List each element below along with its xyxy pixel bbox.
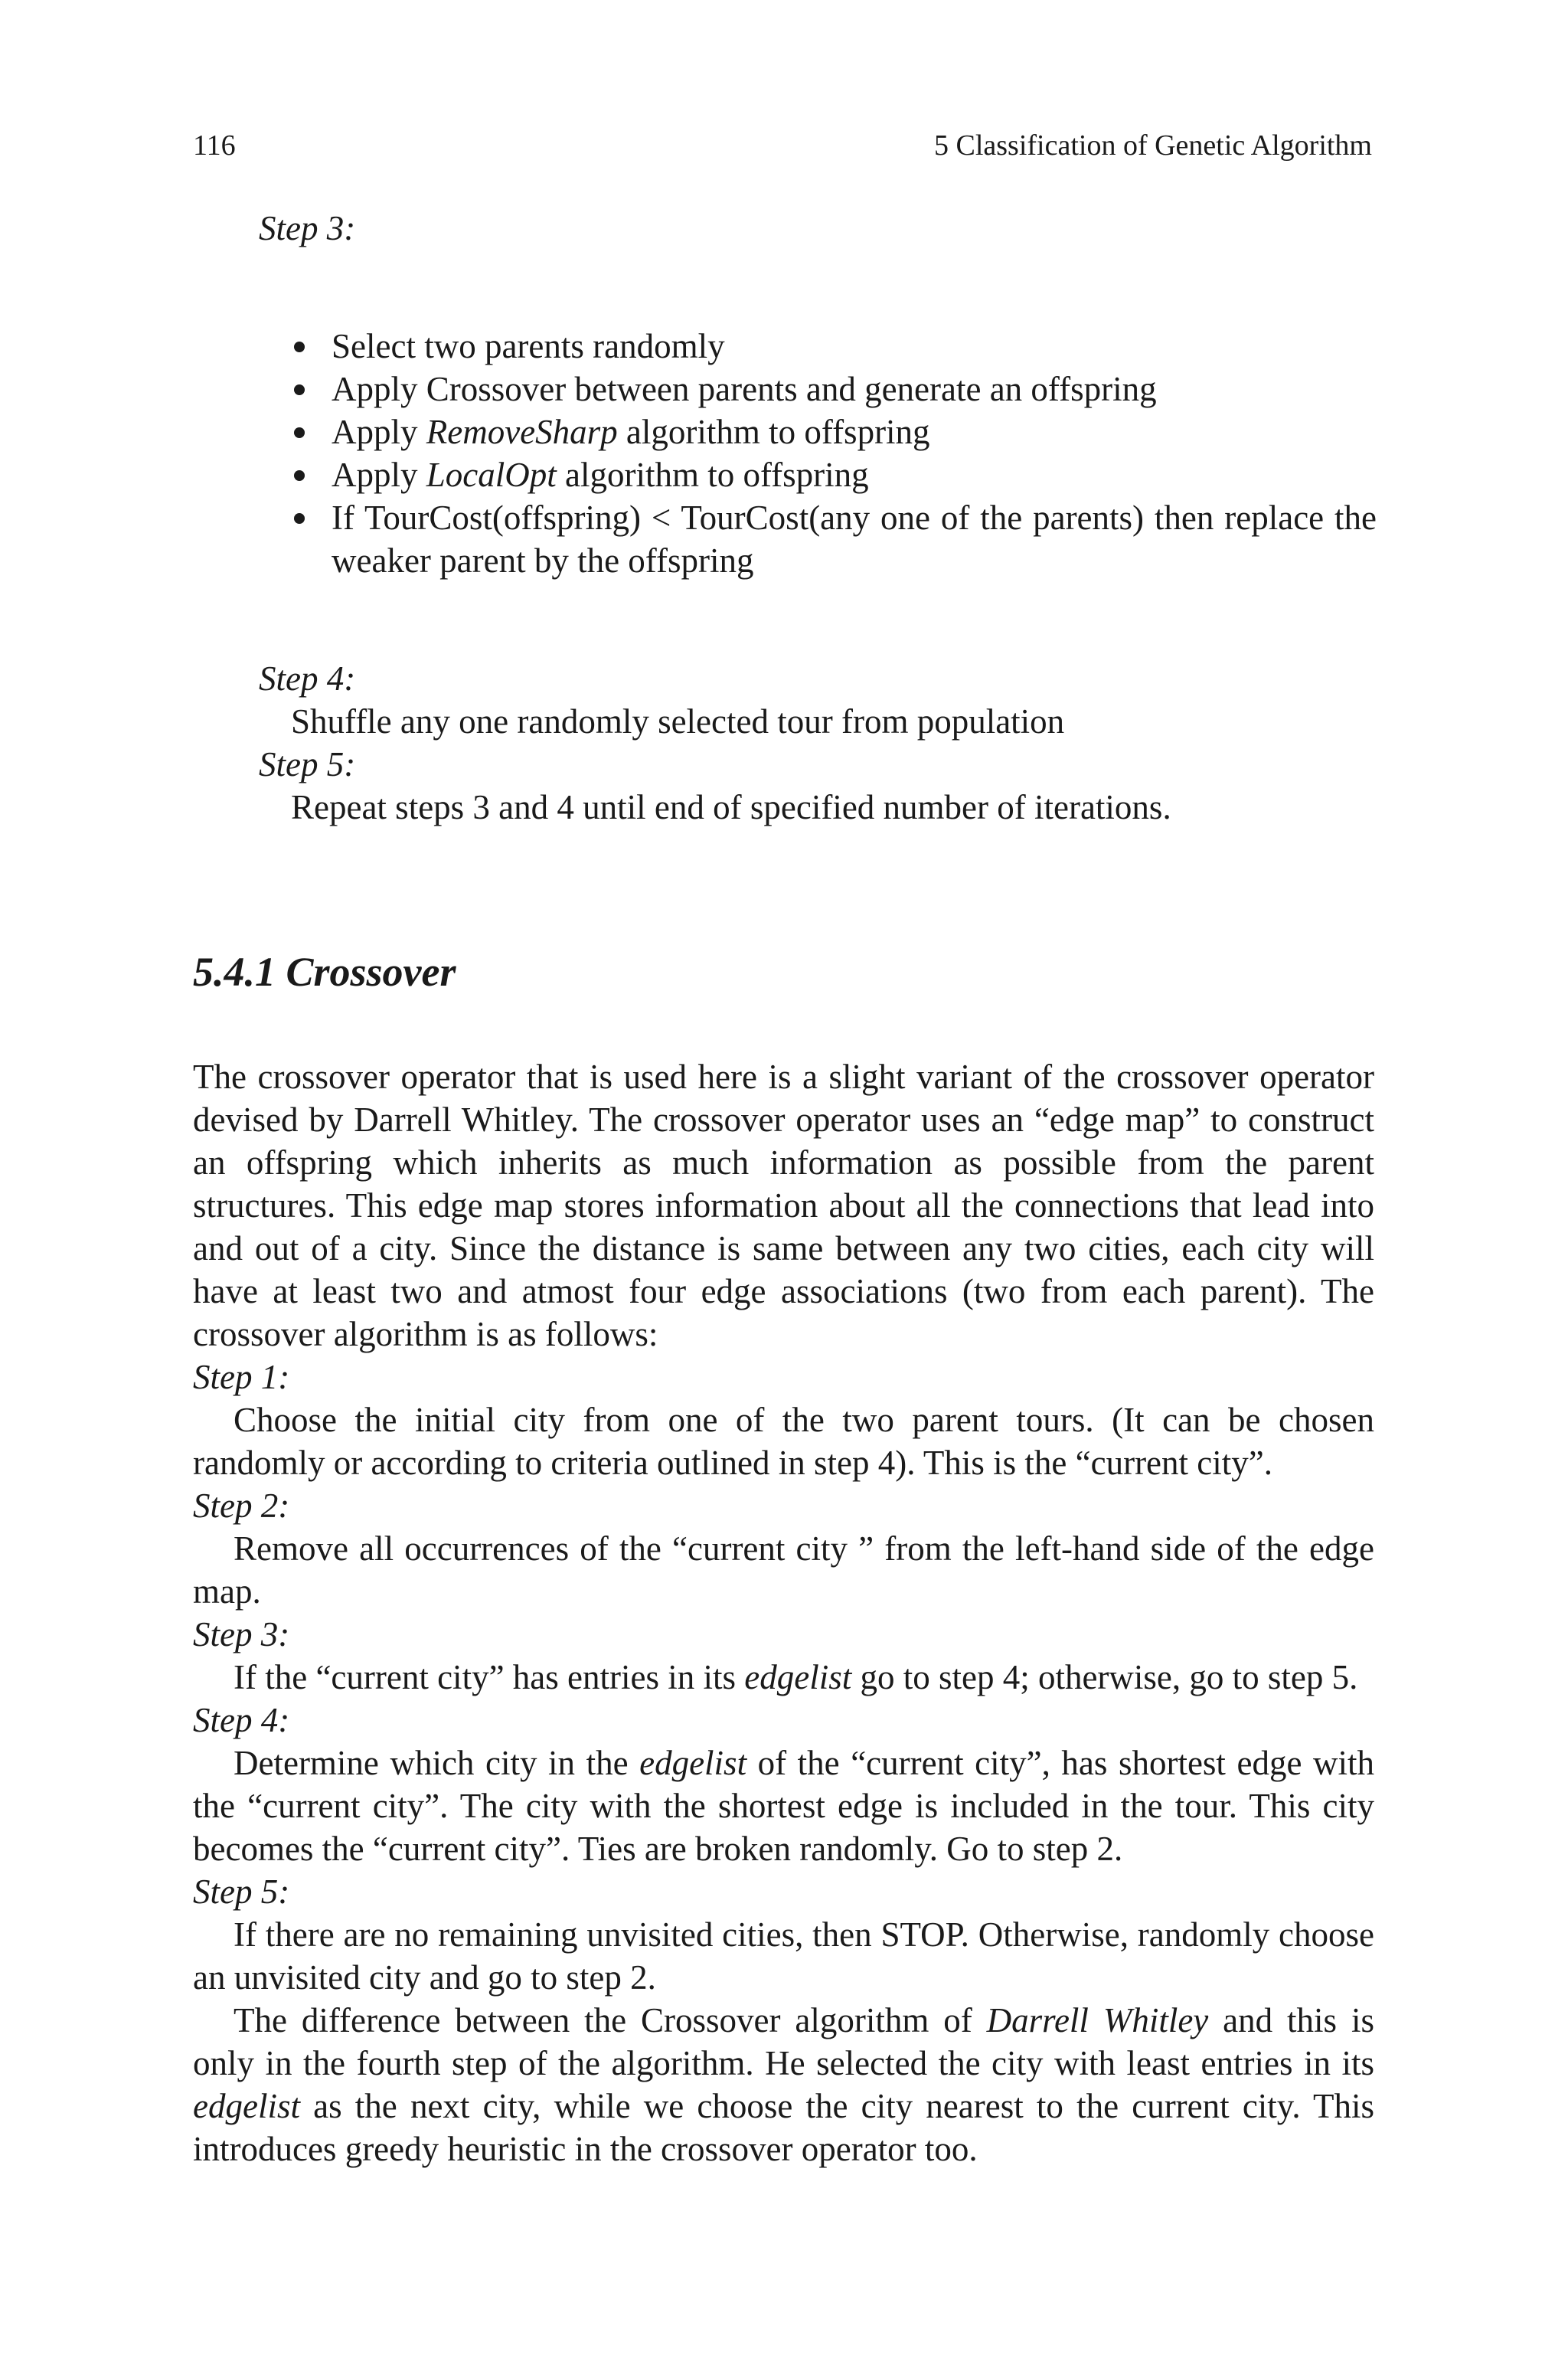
edgelist-term: edgelist [744,1658,852,1696]
step4-label: Step 4: [193,1701,290,1739]
step5-text: If there are no remaining unvisited cities, then STOP. Otherwise, randomly choose an unvisited city and go to step 2. [193,1915,1374,1997]
page-number: 116 [193,129,236,162]
bullet-item: Select two parents randomly [287,325,1377,368]
bullet-item: Apply RemoveSharp algorithm to offspring [287,410,1377,453]
step5-text: Repeat steps 3 and 4 until end of specified number of iterations. [291,788,1171,826]
body-text [193,1055,1374,2170]
step1-label: Step 1: [193,1358,290,1396]
bullet-item: Apply Crossover between parents and generate an offspring [287,368,1377,410]
bullet-item: If TourCost(offspring) < TourCost(any one of the parents) then replace the weaker parent by the offspring [287,496,1377,582]
running-header: 5 Classification of Genetic Algorithm [933,129,1372,162]
intro-paragraph: The crossover operator that is used here is a slight variant of the crossover operator devised by Darrell Whitley. The crossover operator uses an “edge map” to construct an offspring which inherits as much information as possible from the parent structures. This edge map stores information about all the connections that lead into and out of a city. Since the distance is same between any two cities, each city will have at least two and atmost four edge associations (two from each parent). The crossover algorithm is as follows: [193,1058,1374,1353]
step4-text: Shuffle any one randomly selected tour from population [291,702,1065,741]
step5-label: Step 5: [193,1872,290,1911]
algorithm-name: RemoveSharp [426,413,618,451]
step4-text: Determine which city in the edgelist of the “current city”, has shortest edge with the “current city”. The city with the shortest edge is included in the tour. This city becomes the “current city”. Ties are broken randomly. Go to step 2. [193,1744,1374,1868]
section-heading: 5.4.1 Crossover [193,949,456,995]
step3-label: Step 3: [193,1615,290,1653]
step3-bullet-list [287,325,1377,582]
algorithm-name: LocalOpt [426,456,557,494]
step4-label: Step 4: [259,659,356,698]
step2-text: Remove all occurrences of the “current city ” from the left-hand side of the edge map. [193,1529,1374,1611]
step5-label: Step 5: [259,745,356,783]
edgelist-term: edgelist [639,1744,747,1782]
step1-text: Choose the initial city from one of the two parent tours. (It can be chosen randomly or according to criteria outlined in step 4). This is the “current city”. [193,1401,1374,1482]
step3-text: If the “current city” has entries in its edgelist go to step 4; otherwise, go to step 5. [234,1658,1358,1696]
edgelist-term: edgelist [193,2087,300,2125]
step2-label: Step 2: [193,1487,290,1525]
author-name: Darrell Whitley [986,2001,1209,2039]
step3-label: Step 3: [259,209,356,247]
closing-paragraph: The difference between the Crossover algorithm of Darrell Whitley and this is only in the fourth step of the algorithm. He selected the city with least entries in its edgelist as the next city, while we choose the city nearest to the current city. This introduces greedy heuristic in the crossover operator too. [193,2001,1374,2168]
bullet-item: Apply LocalOpt algorithm to offspring [287,453,1377,496]
